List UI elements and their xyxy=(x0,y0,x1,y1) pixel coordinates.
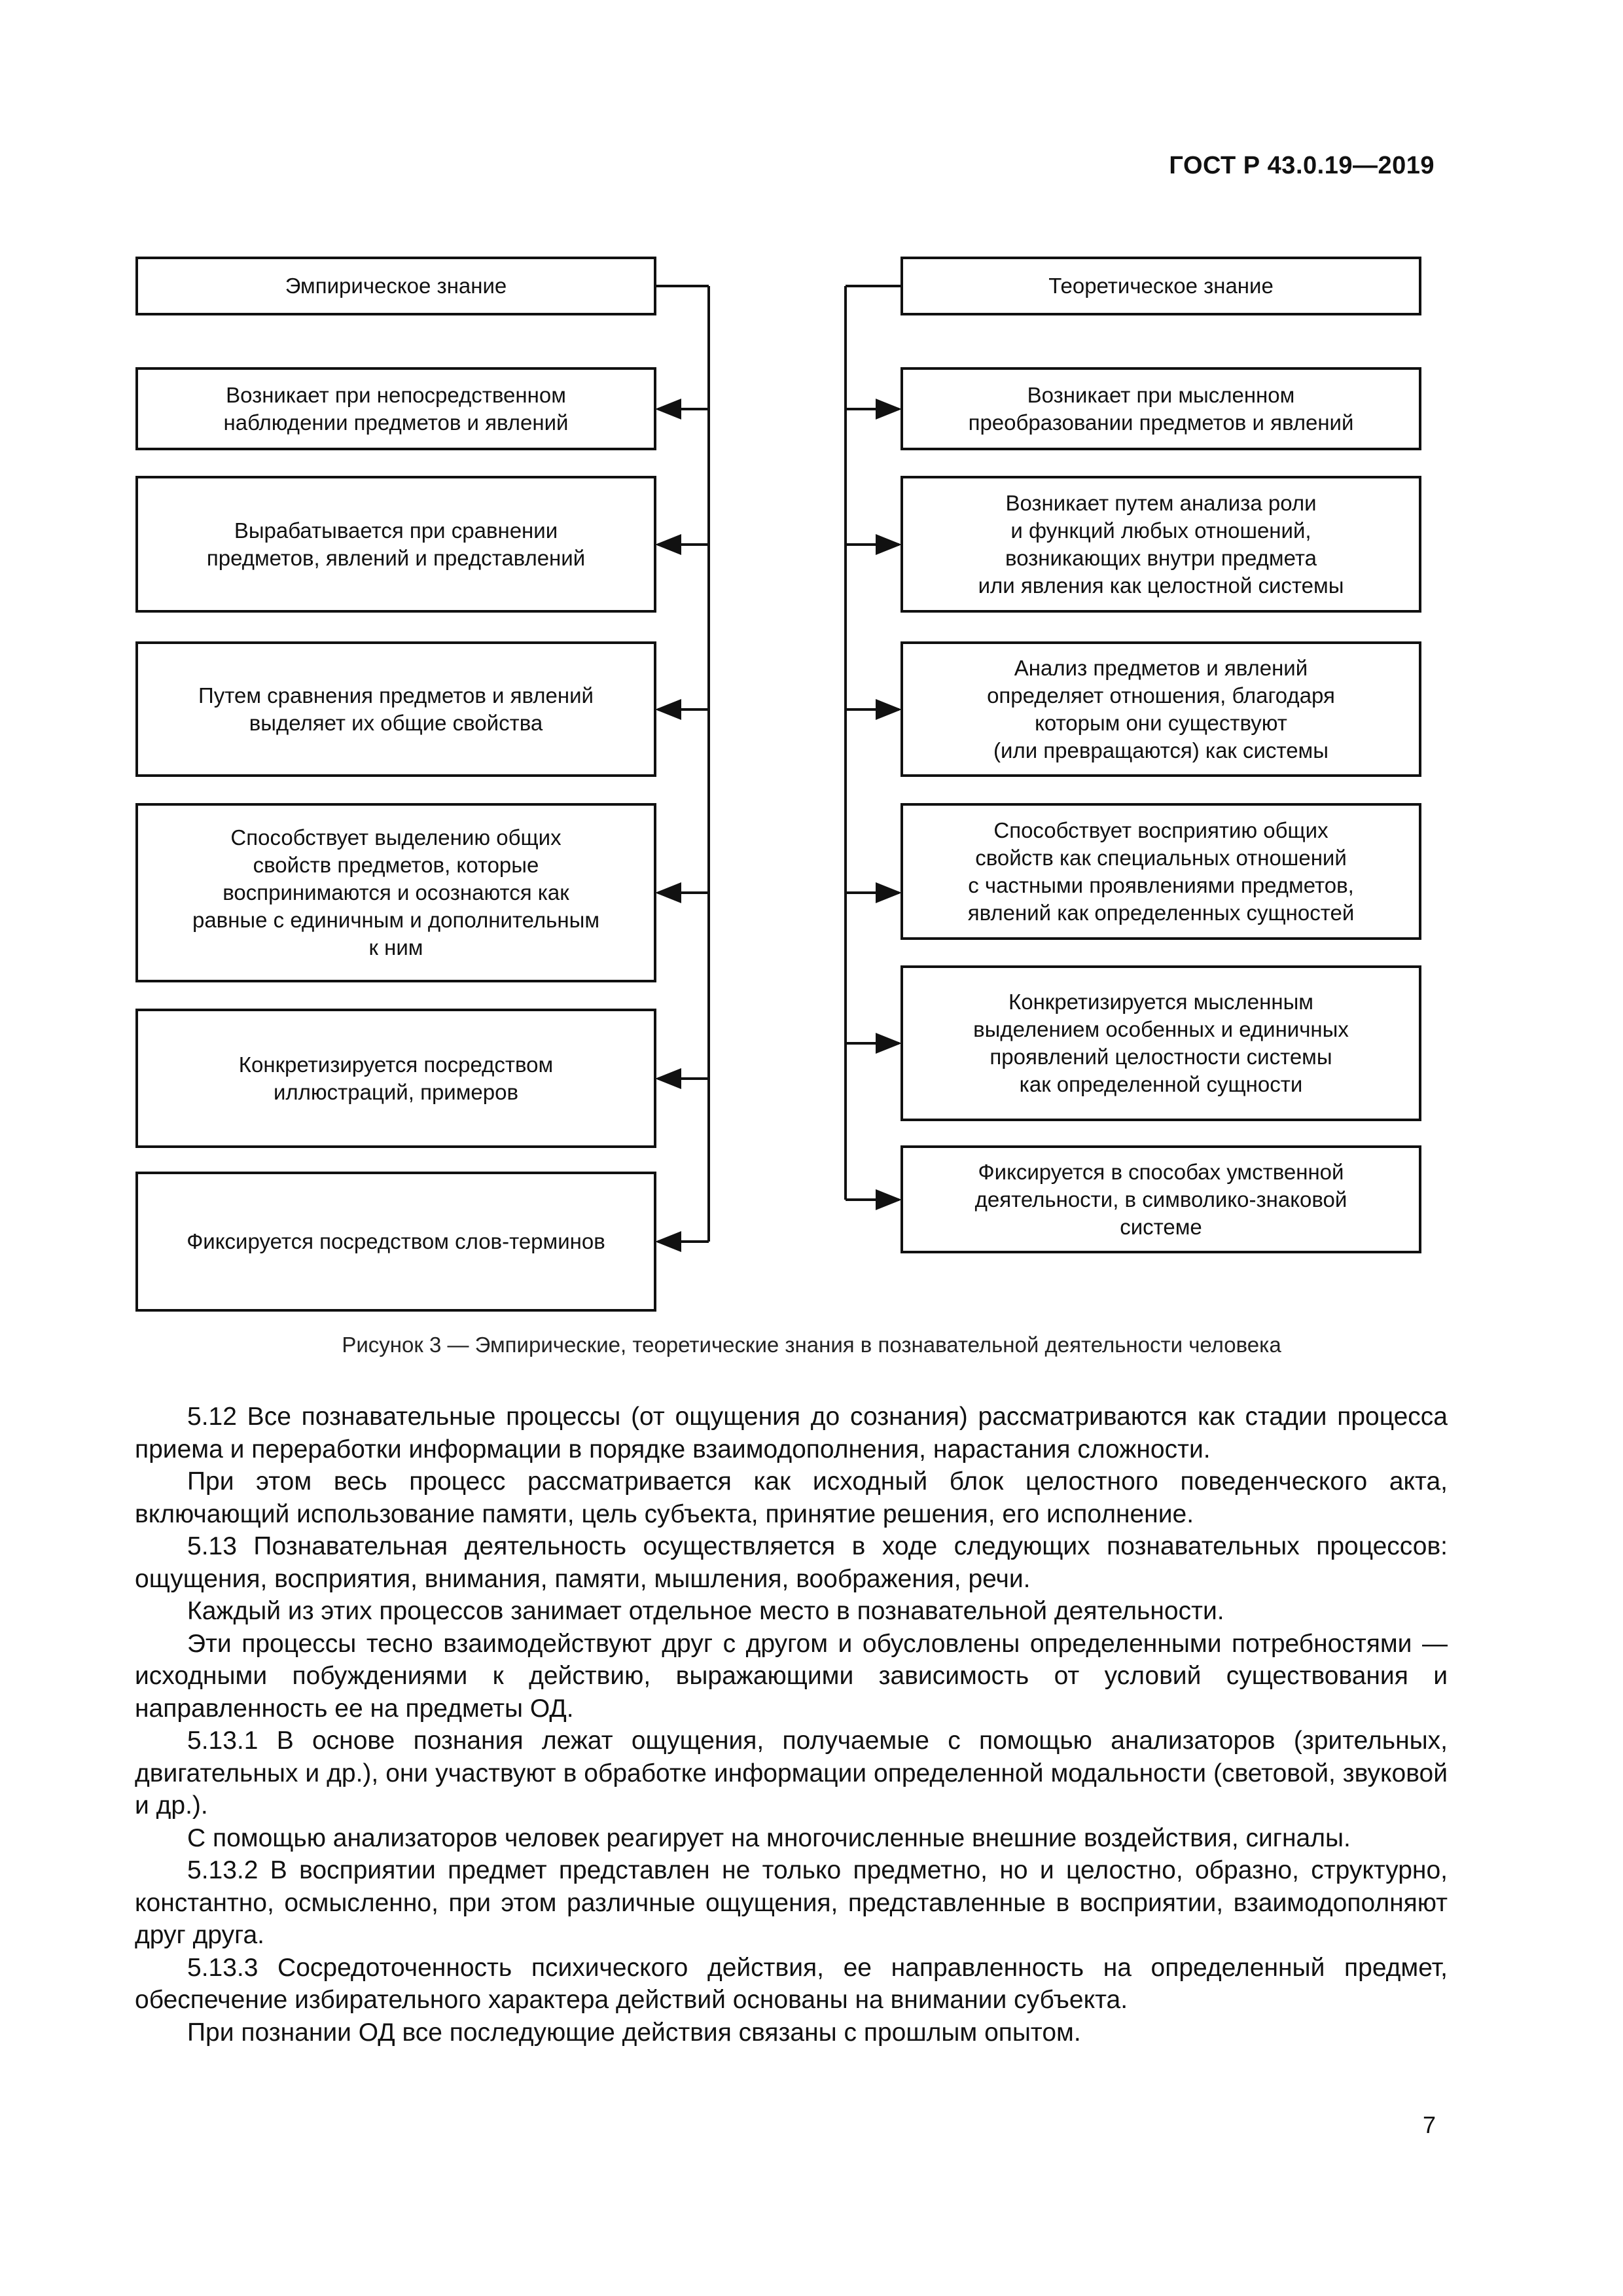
paragraph: 5.13.1 В основе познания лежат ощущения, получаемые с помощью анализаторов (зрительных, двигательных и др.), они участвуют в обработке информации определенной модальности (световой, звуковой и др.). xyxy=(135,1727,1448,1820)
left-connector-group xyxy=(656,286,709,1242)
paragraph: 5.13.2 В восприятии предмет представлен не только предметно, но и целостно, образно, структурно, константно, осмысленно, при этом различные ощущения, представленные в восприятии, взаимодополняют друг друга. xyxy=(135,1856,1448,1949)
theoretical-item-box: Возникает путем анализа роли и функций любых отношений, возникающих внутри предмета или явления как целостной системы xyxy=(901,476,1421,613)
paragraph: Эти процессы тесно взаимодействуют друг с другом и обусловлены определенными потребностями — исходными побуждениями к действию, выражающими зависимость от условий существования и направленность ее на предметы ОД. xyxy=(135,1629,1448,1723)
paragraph: Каждый из этих процессов занимает отдельное место в познавательной деятельности. xyxy=(187,1597,1224,1625)
paragraph: При этом весь процесс рассматривается как исходный блок целостного поведенческого акта, включающий использование памяти, цель субъекта, принятие решения, его исполнение. xyxy=(135,1467,1448,1528)
theoretical-item-box: Возникает при мысленном преобразовании предметов и явлений xyxy=(901,367,1421,450)
theoretical-item-box: Фиксируется в способах умственной деятельности, в символико-знаковой системе xyxy=(901,1145,1421,1253)
empirical-item-box: Вырабатывается при сравнении предметов, явлений и представлений xyxy=(135,476,656,613)
theoretical-item-box: Способствует восприятию общих свойств как специальных отношений с частными проявлениями предметов, явлений как определенных сущностей xyxy=(901,803,1421,940)
theoretical-title-box: Теоретическое знание xyxy=(901,257,1421,315)
paragraph: 5.13.3 Сосредоточенность психического действия, ее направленность на определенный предмет, обеспечение избирательного характера действий основаны на внимании субъекта. xyxy=(135,1953,1448,2014)
theoretical-item-box: Анализ предметов и явлений определяет отношения, благодаря которым они существуют (или превращаются) как системы xyxy=(901,641,1421,777)
paragraph: С помощью анализаторов человек реагирует на многочисленные внешние воздействия, сигналы. xyxy=(187,1823,1351,1852)
page-number: 7 xyxy=(1422,2111,1436,2138)
standard-header: ГОСТ Р 43.0.19—2019 xyxy=(1169,152,1435,179)
empirical-item-box: Способствует выделению общих свойств предметов, которые воспринимаются и осознаются как равные с единичным и дополнительным к ним xyxy=(135,803,656,982)
figure-caption: Рисунок 3 — Эмпирические, теоретические знания в познавательной деятельности человека xyxy=(342,1333,1281,1357)
empirical-item-box: Фиксируется посредством слов-терминов xyxy=(135,1172,656,1312)
paragraph: 5.12 Все познавательные процессы (от ощущения до сознания) рассматриваются как стадии процесса приема и переработки информации в порядке взаимодополнения, нарастания сложности. xyxy=(135,1403,1448,1463)
empirical-item-box: Конкретизируется посредством иллюстраций, примеров xyxy=(135,1009,656,1148)
right-connector-group xyxy=(846,286,901,1200)
empirical-item-box: Возникает при непосредственном наблюдении предметов и явлений xyxy=(135,367,656,450)
empirical-title-box: Эмпирическое знание xyxy=(135,257,656,315)
theoretical-item-box: Конкретизируется мысленным выделением особенных и единичных проявлений целостности системы как определенной сущности xyxy=(901,965,1421,1121)
empirical-item-box: Путем сравнения предметов и явлений выделяет их общие свойства xyxy=(135,641,656,777)
paragraph: 5.13 Познавательная деятельность осуществляется в ходе следующих познавательных процессов: ощущения, восприятия, внимания, памяти, мышления, воображения, речи. xyxy=(135,1532,1448,1593)
paragraph: При познании ОД все последующие действия связаны с прошлым опытом. xyxy=(187,2018,1081,2047)
body-text xyxy=(135,1401,1448,2049)
